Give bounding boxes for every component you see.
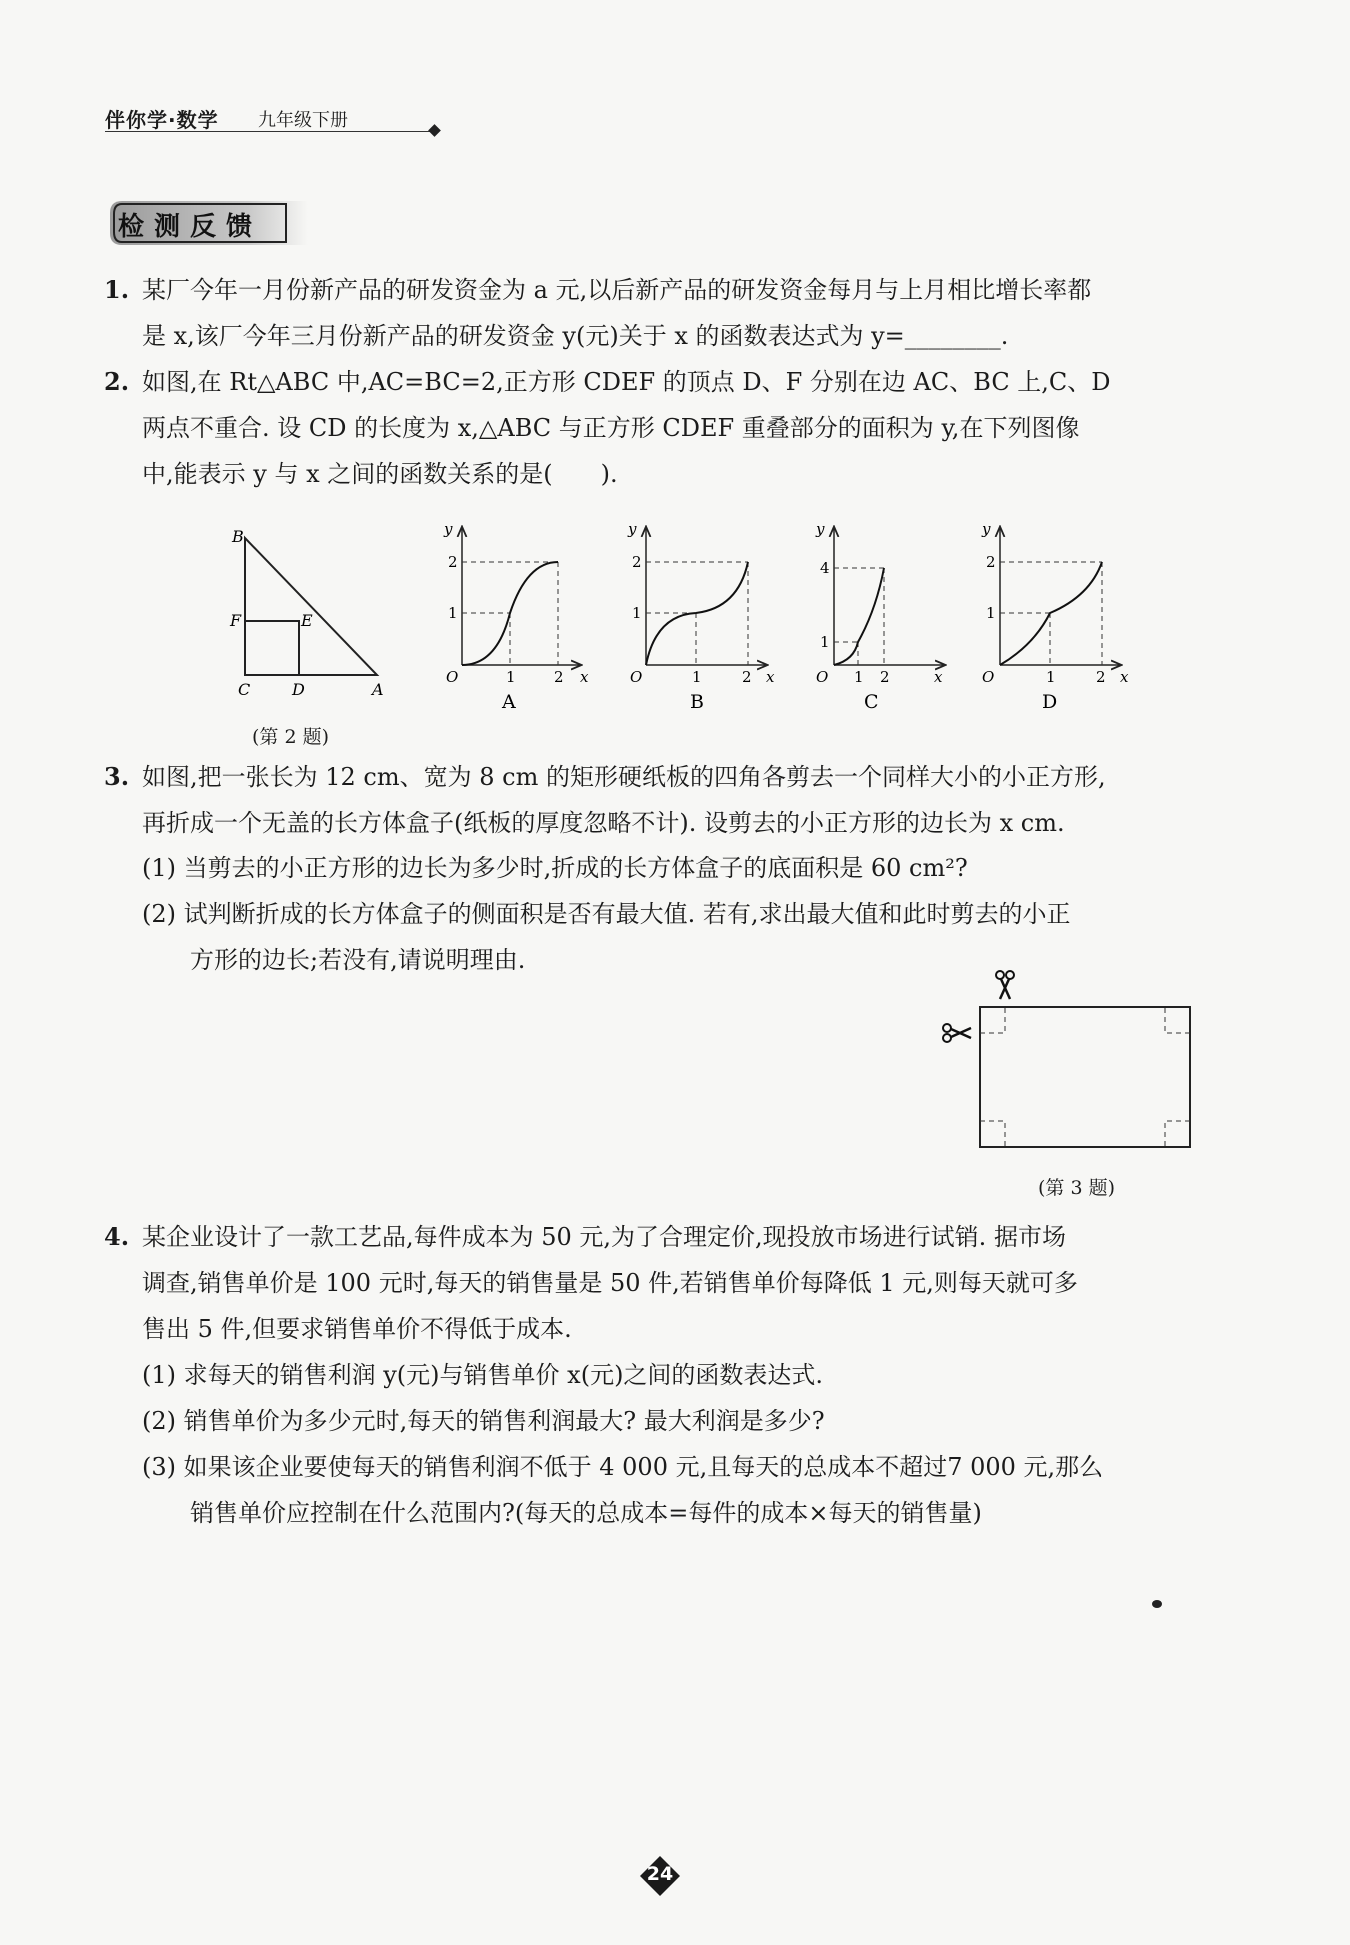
y-tick: 2 <box>986 553 996 571</box>
x-axis-label: x <box>580 668 589 686</box>
y-axis-label: y <box>444 520 453 538</box>
y-tick: 1 <box>986 604 996 622</box>
q4-line-2: 调查,销售单价是 100 元时,每天的销售量是 50 件,若销售单价每降低 1 元,则每天就可多 <box>142 1269 1078 1297</box>
label-B: B <box>232 527 244 546</box>
x-axis-label: x <box>1120 668 1129 686</box>
y-tick: 2 <box>632 553 642 571</box>
q3-line-2: 再折成一个无盖的长方体盒子(纸板的厚度忽略不计). 设剪去的小正方形的边长为 x cm. <box>142 809 1065 837</box>
q2-triangle-figure <box>222 520 392 700</box>
q1-line-2: 是 x,该厂今年三月份新产品的研发资金 y(元)关于 x 的函数表达式为 y=________. <box>142 322 1009 350</box>
x-tick: 1 <box>1046 668 1056 686</box>
y-axis-label: y <box>982 520 991 538</box>
grade-label: 九年级下册 <box>258 110 348 131</box>
q3-sub-1: (1) 当剪去的小正方形的边长为多少时,折成的长方体盒子的底面积是 60 cm²? <box>142 854 968 882</box>
option-label: C <box>864 691 879 713</box>
label-D: D <box>292 680 305 699</box>
option-label: D <box>1042 691 1058 713</box>
graph-option-c <box>806 520 956 720</box>
option-label: B <box>690 691 704 713</box>
origin-label: O <box>630 668 643 686</box>
q3-rectangle-figure <box>935 965 1205 1155</box>
y-tick: 1 <box>448 604 458 622</box>
q3-sub-2-line-2: 方形的边长;若没有,请说明理由. <box>190 946 526 974</box>
q3-line-1: 如图,把一张长为 12 cm、宽为 8 cm 的矩形硬纸板的四角各剪去一个同样大小的小正方形, <box>142 763 1106 791</box>
q3-caption: (第 3 题) <box>1038 1177 1115 1199</box>
q3-sub-2-line-1: (2) 试判断折成的长方体盒子的侧面积是否有最大值. 若有,求出最大值和此时剪去的小正 <box>142 900 1071 928</box>
q2-caption: (第 2 题) <box>252 726 329 748</box>
q4-sub-3-line-1: (3) 如果该企业要使每天的销售利润不低于 4 000 元,且每天的总成本不超过7 000 元,那么 <box>142 1453 1104 1481</box>
origin-label: O <box>446 668 459 686</box>
label-F: F <box>230 611 242 630</box>
header-rule <box>105 131 435 132</box>
q2-line-3: 中,能表示 y 与 x 之间的函数关系的是( ). <box>142 460 618 488</box>
x-tick: 1 <box>854 668 864 686</box>
origin-label: O <box>816 668 829 686</box>
q4-sub-1: (1) 求每天的销售利润 y(元)与销售单价 x(元)之间的函数表达式. <box>142 1361 824 1389</box>
x-tick: 2 <box>880 668 890 686</box>
q4-sub-2: (2) 销售单价为多少元时,每天的销售利润最大? 最大利润是多少? <box>142 1407 825 1435</box>
x-tick: 2 <box>1096 668 1106 686</box>
scissors-icon <box>943 1024 971 1042</box>
q2-line-2: 两点不重合. 设 CD 的长度为 x,△ABC 与正方形 CDEF 重叠部分的面积为 y,在下列图像 <box>142 414 1080 442</box>
section-title: 检测反馈 <box>118 212 263 242</box>
ink-mark <box>1152 1600 1162 1608</box>
q1-line-1: 某厂今年一月份新产品的研发资金为 a 元,以后新产品的研发资金每月与上月相比增长率都 <box>142 276 1092 304</box>
q2-line-1: 如图,在 Rt△ABC 中,AC=BC=2,正方形 CDEF 的顶点 D、F 分别在边 AC、BC 上,C、D <box>142 368 1111 396</box>
y-axis-label: y <box>628 520 637 538</box>
q4-line-1: 某企业设计了一款工艺品,每件成本为 50 元,为了合理定价,现投放市场进行试销. 据市场 <box>142 1223 1066 1251</box>
x-axis-label: x <box>766 668 775 686</box>
x-tick: 2 <box>742 668 752 686</box>
label-A: A <box>372 680 384 699</box>
page-number: 24 <box>646 1863 674 1885</box>
y-tick: 1 <box>820 633 830 651</box>
q3-number: 3. <box>104 762 130 791</box>
origin-label: O <box>982 668 995 686</box>
q4-line-3: 售出 5 件,但要求销售单价不得低于成本. <box>142 1315 572 1343</box>
label-C: C <box>238 680 251 699</box>
graph-option-a <box>432 520 592 720</box>
header-diamond-icon <box>428 124 441 137</box>
y-tick: 4 <box>820 559 830 577</box>
y-tick: 2 <box>448 553 458 571</box>
q1-number: 1. <box>104 275 130 304</box>
q4-sub-3-line-2: 销售单价应控制在什么范围内?(每天的总成本=每件的成本×每天的销售量) <box>190 1499 982 1527</box>
x-tick: 1 <box>692 668 702 686</box>
q4-number: 4. <box>104 1222 130 1251</box>
x-tick: 2 <box>554 668 564 686</box>
graph-option-d <box>972 520 1132 720</box>
book-title: 伴你学·数学 <box>105 108 219 132</box>
x-axis-label: x <box>934 668 943 686</box>
scissors-icon <box>996 971 1014 999</box>
x-tick: 1 <box>506 668 516 686</box>
option-label: A <box>502 691 516 713</box>
q2-number: 2. <box>104 367 130 396</box>
graph-option-b <box>618 520 778 720</box>
label-E: E <box>301 611 313 630</box>
y-axis-label: y <box>816 520 825 538</box>
y-tick: 1 <box>632 604 642 622</box>
